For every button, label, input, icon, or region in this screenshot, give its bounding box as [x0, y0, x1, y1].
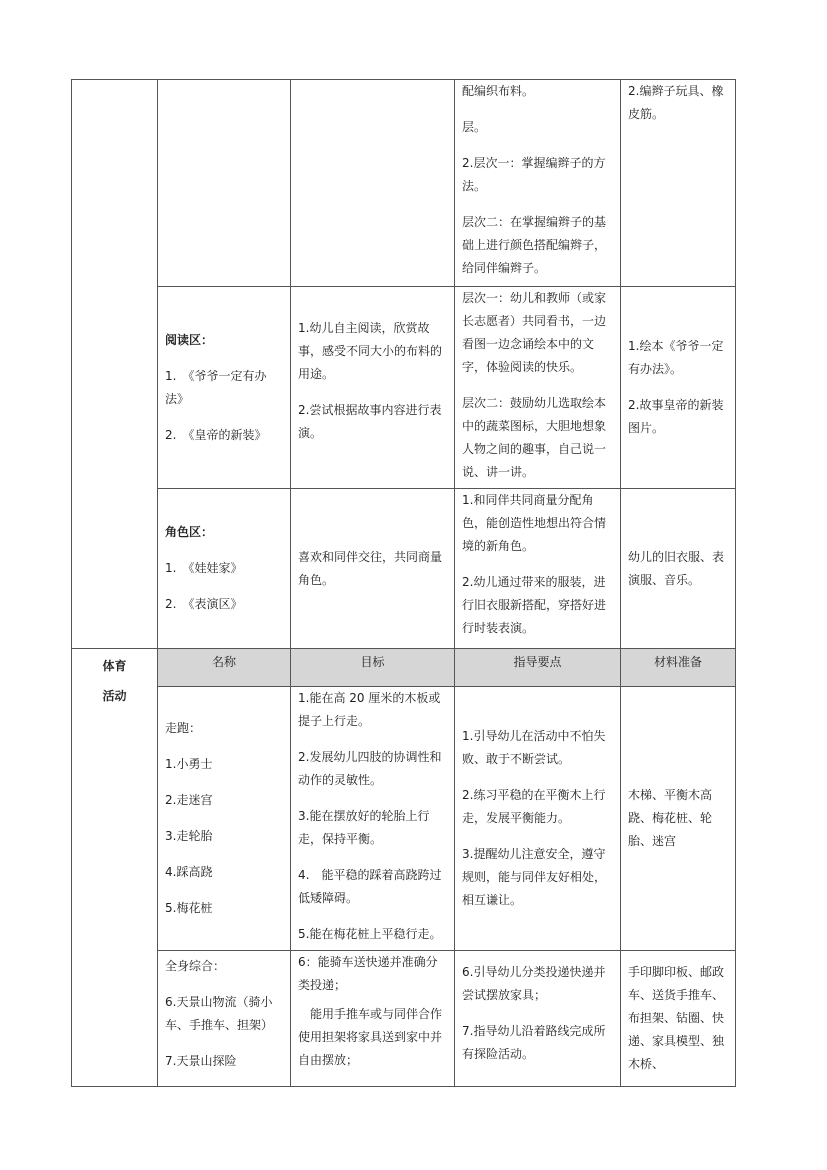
activity-item: 2.走迷宫: [165, 793, 213, 807]
header-guidance: 指导要点: [455, 649, 621, 687]
activity-item: 7.天景山探险: [165, 1054, 237, 1068]
activity-item: 1.小勇士: [165, 757, 213, 771]
goal-cell: [291, 951, 455, 1087]
goal-text: 2.尝试根据故事内容进行表演。: [298, 403, 442, 440]
activity-item: 5.梅花桩: [165, 901, 213, 915]
category-label: 活动: [102, 689, 127, 703]
header-goal: 目标: [291, 649, 455, 687]
guidance-cell: [455, 287, 621, 489]
goal-text: 6：能骑车送快递并准确分类投递；: [298, 955, 438, 992]
guidance-text: 1.和同伴共同商量分配角色，能创造性地想出符合情境的新角色。: [462, 493, 607, 553]
guidance-cell: [455, 687, 621, 951]
activity-item: 6.天景山物流（骑小车、手推车、担架）: [165, 995, 274, 1032]
activity-title: 走跑：: [165, 721, 202, 735]
name-cell: [158, 951, 291, 1087]
materials-cell: [621, 489, 736, 649]
goal-cell-empty: [291, 80, 455, 287]
goal-text: 1.幼儿自主阅读，欣赏故事，感受不同大小的布料的用途。: [298, 321, 443, 381]
materials-cell: [621, 80, 736, 287]
table-row: [72, 951, 736, 1087]
materials-text: 幼儿的旧衣服、表演服、音乐。: [628, 549, 725, 587]
guidance-text: 6.引导幼儿分类投递快递并尝试摆放家具；: [462, 965, 606, 1002]
name-cell: [158, 687, 291, 951]
goal-text: 喜欢和同伴交往，共同商量角色。: [298, 549, 443, 587]
materials-text: 2.编辫子玩具、橡皮筋。: [628, 84, 724, 121]
activity-item: 4.踩高跷: [165, 865, 213, 879]
materials-cell: [621, 951, 736, 1087]
materials-text: 木梯、平衡木高跷、梅花桩、轮胎、迷宫: [628, 788, 713, 848]
goal-text: 4. 能平稳的踩着高跷跨过低矮障碍。: [298, 868, 442, 905]
materials-text: 1.绘本《爷爷一定有办法》。: [628, 339, 724, 376]
goal-text: 3.能在摆放好的轮胎上行走，保持平衡。: [298, 809, 430, 846]
guidance-text: 1.引导幼儿在活动中不怕失败、敢于不断尝试。: [462, 729, 606, 766]
guidance-text: 配编织布料。: [462, 84, 535, 98]
table-row: [72, 287, 736, 489]
guidance-cell: [455, 489, 621, 649]
goal-cell: [291, 287, 455, 489]
zone-item: 1. 《娃娃家》: [165, 561, 243, 575]
zone-item: 2. 《表演区》: [165, 597, 243, 611]
zone-item: 1. 《爷爷一定有办法》: [165, 368, 267, 406]
goal-text: 2.发展幼儿四肢的协调性和动作的灵敏性。: [298, 750, 442, 787]
materials-text: 手印脚印板、邮政车、送货手推车、布担架、钻圈、快递、家具模型、独木桥、: [628, 965, 725, 1071]
category-label: 体育: [102, 659, 127, 673]
guidance-text: 层。: [462, 120, 487, 134]
goal-text: 5.能在梅花桩上平稳行走。: [298, 927, 442, 941]
goal-cell: [291, 687, 455, 951]
activity-title: 全身综合：: [165, 959, 226, 973]
guidance-text: 层次二：鼓励幼儿选取绘本中的蔬菜图标，大胆地想象人物之间的趣事，自己说一说、讲一讲。: [462, 396, 607, 479]
materials-cell: [621, 287, 736, 489]
materials-text: 2.故事皇帝的新装图片。: [628, 398, 724, 435]
header-name: 名称: [158, 649, 291, 687]
guidance-text: 2.练习平稳的在平衡木上行走，发展平衡能力。: [462, 788, 606, 825]
guidance-cell: [455, 951, 621, 1087]
activity-item: 3.走轮胎: [165, 829, 213, 843]
table-row: [72, 687, 736, 951]
goal-cell: [291, 489, 455, 649]
activity-plan-table: [71, 79, 736, 1087]
header-materials: 材料准备: [621, 649, 736, 687]
guidance-cell: [455, 80, 621, 287]
category-cell-sports: [72, 649, 158, 1087]
goal-text: 能用手推车或与同伴合作使用担架将家具送到家中并自由摆放；: [298, 1007, 443, 1067]
zone-cell: [158, 489, 291, 649]
guidance-text: 7.指导幼儿沿着路线完成所有探险活动。: [462, 1024, 606, 1061]
guidance-text: 层次一：幼儿和教师（或家长志愿者）共同看书，一边看图一边念诵绘本中的文字，体验阅读的快乐。: [462, 291, 607, 374]
guidance-text: 3.提醒幼儿注意安全，遵守规则，能与同伴友好相处，相互谦让。: [462, 847, 607, 907]
zone-item: 2. 《皇帝的新装》: [165, 427, 267, 442]
goal-text: 1.能在高 20 厘米的木板或提子上行走。: [298, 691, 441, 728]
zone-cell: [158, 287, 291, 489]
zone-title: 角色区：: [165, 525, 214, 539]
guidance-text: 2.层次一：掌握编辫子的方法。: [462, 156, 606, 193]
table-row: [72, 80, 736, 287]
materials-cell: [621, 687, 736, 951]
category-cell-empty: [72, 80, 158, 649]
guidance-text: 2.幼儿通过带来的服装，进行旧衣服新搭配，穿搭好进行时装表演。: [462, 575, 607, 635]
guidance-text: 层次二：在掌握编辫子的基础上进行颜色搭配编辫子，给同伴编辫子。: [462, 215, 607, 275]
table-row: [72, 489, 736, 649]
table-header-row: [72, 649, 736, 687]
zone-title: 阅读区：: [165, 332, 214, 347]
zone-cell-empty: [158, 80, 291, 287]
